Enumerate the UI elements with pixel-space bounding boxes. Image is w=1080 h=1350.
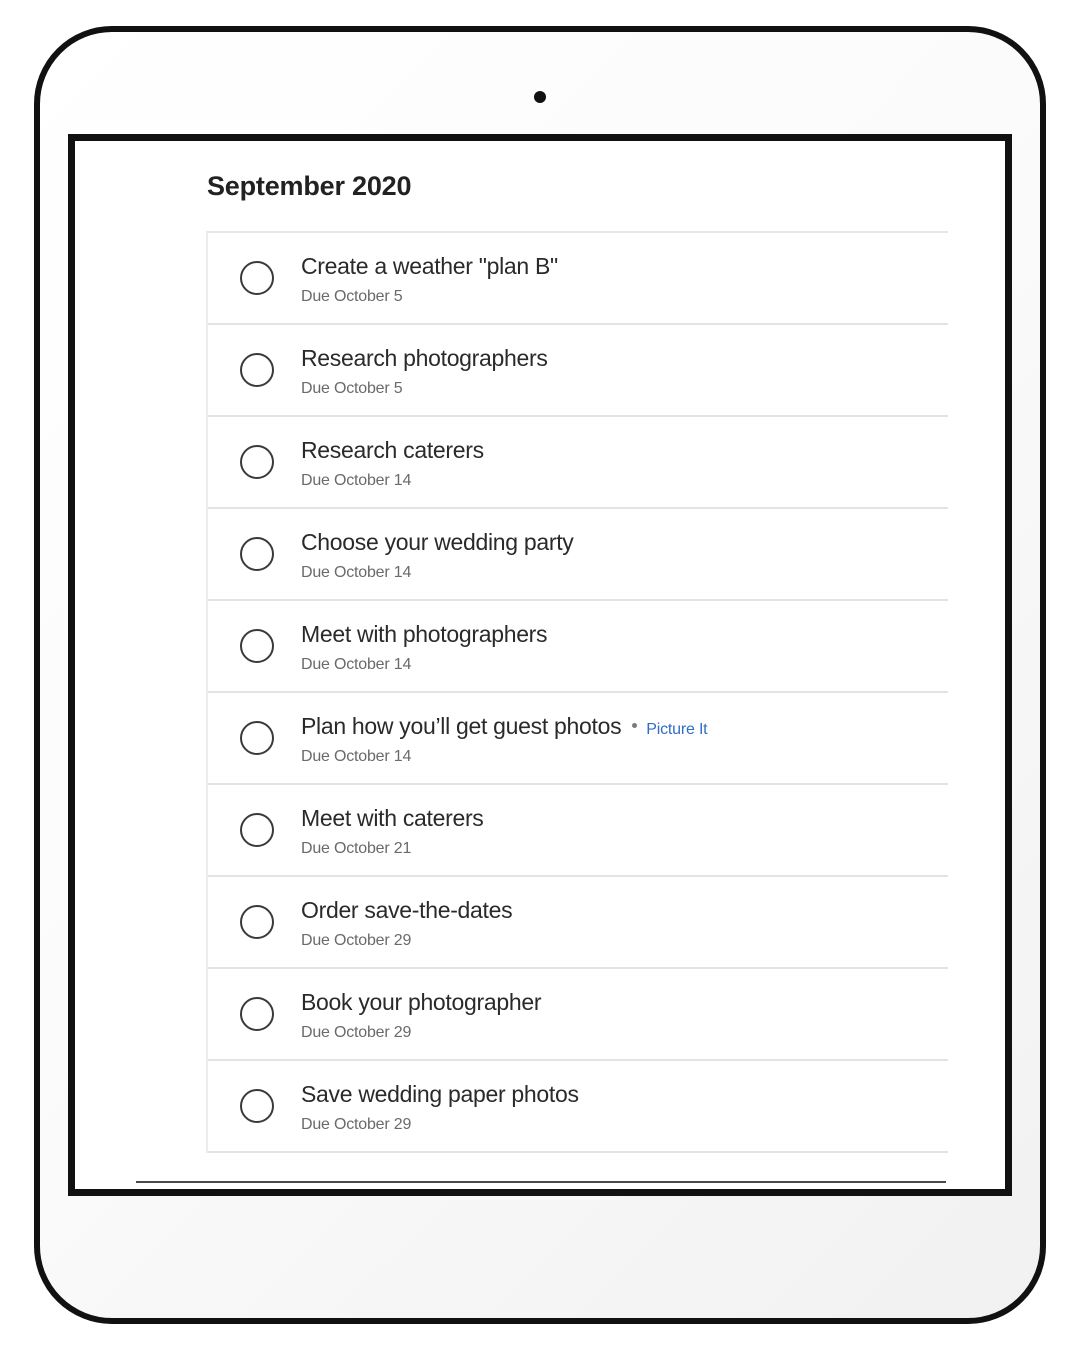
task-title: Book your photographer bbox=[301, 989, 542, 1015]
task-title-text: Plan how you’ll get guest photos bbox=[301, 713, 622, 739]
task-title: Meet with caterers bbox=[301, 805, 484, 831]
circle-checkbox-icon[interactable] bbox=[240, 353, 274, 387]
circle-checkbox-icon[interactable] bbox=[240, 537, 274, 571]
task-row[interactable] bbox=[208, 601, 948, 693]
task-row[interactable] bbox=[208, 693, 948, 785]
circle-checkbox-icon[interactable] bbox=[240, 445, 274, 479]
bottom-divider bbox=[136, 1181, 946, 1183]
task-row[interactable] bbox=[208, 325, 948, 417]
task-due-date: Due October 14 bbox=[301, 564, 412, 581]
task-title-with-tag bbox=[301, 713, 707, 740]
task-due-date: Due October 21 bbox=[301, 840, 412, 857]
circle-checkbox-icon[interactable] bbox=[240, 997, 274, 1031]
task-row[interactable] bbox=[208, 969, 948, 1061]
screen bbox=[68, 134, 1012, 1196]
task-row[interactable] bbox=[208, 509, 948, 601]
page-title: September 2020 bbox=[207, 171, 412, 201]
task-row[interactable] bbox=[208, 417, 948, 509]
circle-checkbox-icon[interactable] bbox=[240, 261, 274, 295]
task-title: Order save-the-dates bbox=[301, 897, 513, 923]
task-due-date: Due October 29 bbox=[301, 932, 412, 949]
separator-dot-icon bbox=[632, 723, 637, 728]
task-title: Create a weather "plan B" bbox=[301, 253, 558, 279]
task-list bbox=[206, 231, 948, 1153]
circle-checkbox-icon[interactable] bbox=[240, 721, 274, 755]
task-title: Research caterers bbox=[301, 437, 484, 463]
task-due-date: Due October 29 bbox=[301, 1116, 412, 1133]
picture-it-link[interactable]: Picture It bbox=[646, 721, 708, 738]
task-due-date: Due October 5 bbox=[301, 380, 403, 397]
task-due-date: Due October 14 bbox=[301, 472, 412, 489]
task-row[interactable] bbox=[208, 877, 948, 969]
circle-checkbox-icon[interactable] bbox=[240, 629, 274, 663]
task-due-date: Due October 14 bbox=[301, 748, 412, 765]
circle-checkbox-icon[interactable] bbox=[240, 905, 274, 939]
task-row[interactable] bbox=[208, 1061, 948, 1153]
task-title: Choose your wedding party bbox=[301, 529, 574, 555]
circle-checkbox-icon[interactable] bbox=[240, 1089, 274, 1123]
task-row[interactable] bbox=[208, 233, 948, 325]
task-due-date: Due October 14 bbox=[301, 656, 412, 673]
task-due-date: Due October 5 bbox=[301, 288, 403, 305]
task-title: Research photographers bbox=[301, 345, 548, 371]
task-row[interactable] bbox=[208, 785, 948, 877]
task-title: Meet with photographers bbox=[301, 621, 548, 647]
task-title: Save wedding paper photos bbox=[301, 1081, 579, 1107]
task-due-date: Due October 29 bbox=[301, 1024, 412, 1041]
camera-dot-icon bbox=[534, 91, 546, 103]
circle-checkbox-icon[interactable] bbox=[240, 813, 274, 847]
